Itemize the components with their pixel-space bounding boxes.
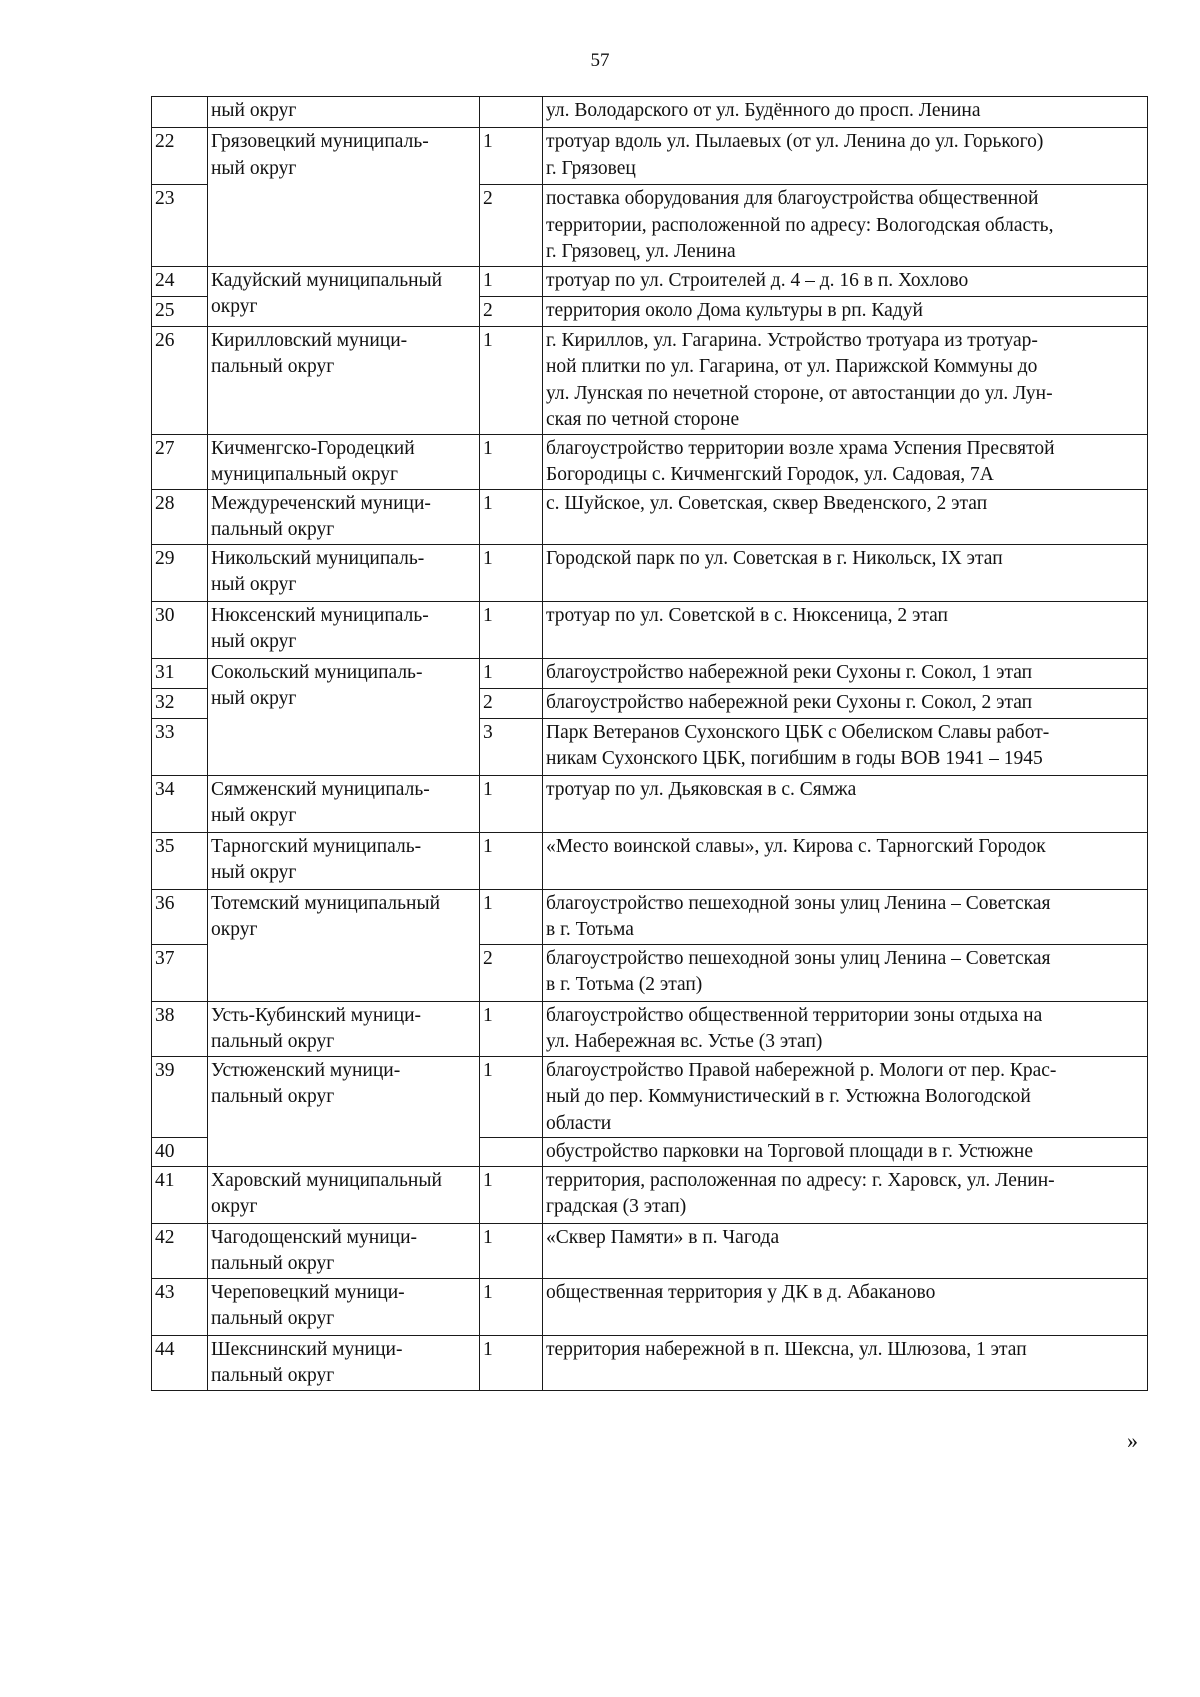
- description-line: ул. Володарского от ул. Будённого до просп. Ленина: [546, 100, 981, 121]
- row-number-cell: 25: [152, 296, 208, 326]
- district-cell: [208, 544, 480, 601]
- row-number-cell: 22: [152, 128, 208, 185]
- district-line: Междуреченский муници-: [211, 492, 431, 514]
- table-row: [152, 601, 1148, 658]
- row-number-cell: 24: [152, 266, 208, 296]
- district-line: ный округ: [211, 574, 297, 595]
- table-row: [152, 832, 1148, 889]
- description-line: ный до пер. Коммунистический в г. Устюжна Вологодской: [546, 1086, 1031, 1107]
- description-cell: [543, 944, 1148, 1001]
- district-line: пальный округ: [211, 519, 335, 540]
- description-cell: [543, 1223, 1148, 1278]
- description-cell: [543, 775, 1148, 832]
- count-cell: 1: [480, 1056, 543, 1138]
- district-line: пальный округ: [211, 1253, 335, 1274]
- count-cell: [480, 1138, 543, 1167]
- count-cell: 1: [480, 434, 543, 489]
- count-cell: 1: [480, 1001, 543, 1056]
- table-row: [152, 1001, 1148, 1056]
- description-line: в г. Тотьма: [546, 919, 634, 940]
- description-cell: [543, 489, 1148, 544]
- description-cell: [543, 128, 1148, 185]
- description-cell: [543, 97, 1148, 128]
- description-line: ул. Лунская по нечетной стороне, от автостанции до ул. Лун-: [546, 382, 1053, 404]
- count-cell: 1: [480, 266, 543, 296]
- count-cell: 2: [480, 296, 543, 326]
- description-line: благоустройство пешеходной зоны улиц Ленина – Советская: [546, 947, 1051, 969]
- district-line: округ: [211, 919, 258, 940]
- count-cell: 2: [480, 185, 543, 267]
- description-line: тротуар по ул. Строителей д. 4 – д. 16 в п. Хохлово: [546, 269, 969, 291]
- table-row: [152, 544, 1148, 601]
- description-line: «Место воинской славы», ул. Кирова с. Тарногский Городок: [546, 835, 1046, 857]
- district-line: Кадуйский муниципальный: [211, 269, 443, 291]
- description-line: территория около Дома культуры в рп. Кадуй: [546, 299, 923, 321]
- district-cell: [208, 1001, 480, 1056]
- table-row: [152, 775, 1148, 832]
- count-cell: 1: [480, 832, 543, 889]
- district-cell: [208, 434, 480, 489]
- row-number-cell: 39: [152, 1056, 208, 1138]
- district-line: Череповецкий муници-: [211, 1281, 405, 1303]
- row-number-cell: 32: [152, 688, 208, 718]
- table-row: [152, 326, 1148, 434]
- description-line: области: [546, 1112, 612, 1134]
- district-line: Сямженский муниципаль-: [211, 778, 430, 800]
- description-cell: [543, 658, 1148, 688]
- description-cell: [543, 1138, 1148, 1167]
- description-line: Городской парк по ул. Советская в г. Никольск, IX этап: [546, 547, 1003, 569]
- description-line: обустройство парковки на Торговой площади в г. Устюжне: [546, 1141, 1034, 1162]
- description-line: территория, расположенная по адресу: г. Харовск, ул. Ленин-: [546, 1169, 1055, 1191]
- row-number-cell: 23: [152, 185, 208, 267]
- district-line: Кирилловский муници-: [211, 329, 408, 351]
- description-cell: [543, 1335, 1148, 1390]
- description-line: благоустройство пешеходной зоны улиц Ленина – Советская: [546, 892, 1051, 914]
- closing-quote-mark: »: [1127, 1428, 1138, 1453]
- description-line: в г. Тотьма (2 этап): [546, 974, 703, 995]
- count-cell: 1: [480, 1335, 543, 1390]
- description-line: г. Грязовец: [546, 157, 636, 179]
- district-line: Сокольский муниципаль-: [211, 661, 423, 683]
- row-number-cell: 34: [152, 775, 208, 832]
- table-row: [152, 1335, 1148, 1390]
- district-line: пальный округ: [211, 1365, 335, 1386]
- district-line: Усть-Кубинский муници-: [211, 1004, 422, 1026]
- district-cell: [208, 326, 480, 434]
- description-line: благоустройство общественной территории зоны отдыха на: [546, 1004, 1043, 1026]
- table-row: [152, 489, 1148, 544]
- district-line: пальный округ: [211, 1086, 335, 1107]
- description-line: ной плитки по ул. Гагарина, от ул. Парижской Коммуны до: [546, 356, 1038, 377]
- description-cell: [543, 1278, 1148, 1335]
- description-cell: [543, 832, 1148, 889]
- table-row: [152, 1278, 1148, 1335]
- table-row: [152, 1223, 1148, 1278]
- description-cell: [543, 1056, 1148, 1138]
- row-number-cell: 28: [152, 489, 208, 544]
- description-line: благоустройство территории возле храма Успения Пресвятой: [546, 437, 1055, 459]
- row-number-cell: 27: [152, 434, 208, 489]
- district-line: ный округ: [211, 862, 297, 883]
- row-number-cell: 31: [152, 658, 208, 688]
- description-line: общественная территория у ДК в д. Абаканово: [546, 1281, 936, 1303]
- description-cell: [543, 718, 1148, 775]
- district-line: округ: [211, 1196, 258, 1217]
- district-line: ный округ: [211, 688, 297, 709]
- district-cell: [208, 1166, 480, 1223]
- description-cell: [543, 1001, 1148, 1056]
- district-cell: [208, 775, 480, 832]
- district-cell: [208, 601, 480, 658]
- district-cell: [208, 1056, 480, 1166]
- count-cell: 1: [480, 326, 543, 434]
- description-line: территория набережной в п. Шексна, ул. Шлюзова, 1 этап: [546, 1338, 1027, 1360]
- description-line: г. Кириллов, ул. Гагарина. Устройство тротуара из тротуар-: [546, 329, 1038, 351]
- district-line: Шекснинский муници-: [211, 1338, 403, 1360]
- district-line: округ: [211, 296, 258, 317]
- description-cell: [543, 296, 1148, 326]
- description-cell: [543, 185, 1148, 267]
- description-cell: [543, 544, 1148, 601]
- count-cell: 1: [480, 601, 543, 658]
- district-line: Тотемский муниципальный: [211, 892, 441, 914]
- count-cell: 3: [480, 718, 543, 775]
- row-number-cell: [152, 97, 208, 128]
- description-line: благоустройство набережной реки Сухоны г. Сокол, 2 этап: [546, 691, 1033, 713]
- description-line: градская (3 этап): [546, 1196, 687, 1217]
- row-number-cell: 44: [152, 1335, 208, 1390]
- count-cell: 1: [480, 128, 543, 185]
- table-row: [152, 1166, 1148, 1223]
- district-line: ный округ: [211, 631, 297, 652]
- row-number-cell: 37: [152, 944, 208, 1001]
- description-line: ул. Набережная вс. Устье (3 этап): [546, 1031, 823, 1052]
- district-line: пальный округ: [211, 1031, 335, 1052]
- count-cell: 1: [480, 544, 543, 601]
- table-row: [152, 658, 1148, 688]
- count-cell: 1: [480, 889, 543, 944]
- table-row: [152, 266, 1148, 296]
- row-number-cell: 33: [152, 718, 208, 775]
- district-cell: [208, 97, 480, 128]
- description-line: «Сквер Памяти» в п. Чагода: [546, 1226, 780, 1248]
- description-line: территории, расположенной по адресу: Вологодская область,: [546, 214, 1054, 236]
- district-line: ный округ: [211, 805, 297, 826]
- district-line: Чагодощенский муници-: [211, 1226, 418, 1248]
- table-row: [152, 1056, 1148, 1138]
- count-cell: 1: [480, 775, 543, 832]
- count-cell: 2: [480, 688, 543, 718]
- description-cell: [543, 326, 1148, 434]
- district-line: Харовский муниципальный: [211, 1169, 442, 1191]
- district-line: муниципальный округ: [211, 464, 399, 485]
- description-cell: [543, 688, 1148, 718]
- table-body: [152, 97, 1148, 1391]
- district-cell: [208, 889, 480, 1001]
- row-number-cell: 30: [152, 601, 208, 658]
- description-line: никам Сухонского ЦБК, погибшим в годы ВОВ 1941 – 1945: [546, 748, 1043, 769]
- territories-table: [151, 96, 1148, 1391]
- count-cell: 2: [480, 944, 543, 1001]
- count-cell: 1: [480, 489, 543, 544]
- table-row: [152, 97, 1148, 128]
- row-number-cell: 35: [152, 832, 208, 889]
- district-cell: [208, 489, 480, 544]
- district-line: ный округ: [211, 157, 297, 179]
- description-line: тротуар по ул. Дьяковская в с. Сямжа: [546, 778, 857, 800]
- description-line: с. Шуйское, ул. Советская, сквер Введенского, 2 этап: [546, 492, 988, 514]
- count-cell: 1: [480, 1223, 543, 1278]
- district-cell: [208, 1335, 480, 1390]
- district-line: Грязовецкий муниципаль-: [211, 131, 429, 152]
- row-number-cell: 41: [152, 1166, 208, 1223]
- description-line: благоустройство набережной реки Сухоны г. Сокол, 1 этап: [546, 661, 1033, 683]
- district-line: Никольский муниципаль-: [211, 547, 425, 569]
- description-line: тротуар по ул. Советской в с. Нюксеница, 2 этап: [546, 604, 948, 626]
- description-cell: [543, 889, 1148, 944]
- district-line: ный округ: [211, 100, 297, 121]
- description-cell: [543, 1166, 1148, 1223]
- row-number-cell: 38: [152, 1001, 208, 1056]
- description-line: поставка оборудования для благоустройства общественной: [546, 188, 1039, 209]
- description-line: Богородицы с. Кичменгский Городок, ул. Садовая, 7А: [546, 464, 994, 485]
- district-line: Устюженский муници-: [211, 1059, 401, 1081]
- district-line: Нюксенский муниципаль-: [211, 604, 429, 626]
- page-number: 57: [590, 50, 610, 71]
- description-cell: [543, 266, 1148, 296]
- count-cell: 1: [480, 1278, 543, 1335]
- description-line: тротуар вдоль ул. Пылаевых (от ул. Ленина до ул. Горького): [546, 131, 1044, 152]
- row-number-cell: 43: [152, 1278, 208, 1335]
- count-cell: [480, 97, 543, 128]
- district-cell: [208, 832, 480, 889]
- table-row: [152, 889, 1148, 944]
- description-line: ская по четной стороне: [546, 409, 740, 430]
- district-line: Кичменгско-Городецкий: [211, 437, 415, 459]
- district-line: пальный округ: [211, 1308, 335, 1329]
- district-line: Тарногский муниципаль-: [211, 835, 422, 857]
- row-number-cell: 42: [152, 1223, 208, 1278]
- district-cell: [208, 128, 480, 267]
- row-number-cell: 40: [152, 1138, 208, 1167]
- district-cell: [208, 1278, 480, 1335]
- description-cell: [543, 601, 1148, 658]
- table-row: [152, 434, 1148, 489]
- description-line: г. Грязовец, ул. Ленина: [546, 241, 736, 262]
- row-number-cell: 26: [152, 326, 208, 434]
- district-cell: [208, 1223, 480, 1278]
- district-line: пальный округ: [211, 356, 335, 377]
- description-line: благоустройство Правой набережной р. Мологи от пер. Крас-: [546, 1059, 1057, 1081]
- count-cell: 1: [480, 1166, 543, 1223]
- description-line: Парк Ветеранов Сухонского ЦБК с Обелиском Славы работ-: [546, 721, 1050, 743]
- district-cell: [208, 658, 480, 775]
- table-row: [152, 128, 1148, 185]
- district-cell: [208, 266, 480, 326]
- count-cell: 1: [480, 658, 543, 688]
- description-cell: [543, 434, 1148, 489]
- row-number-cell: 36: [152, 889, 208, 944]
- row-number-cell: 29: [152, 544, 208, 601]
